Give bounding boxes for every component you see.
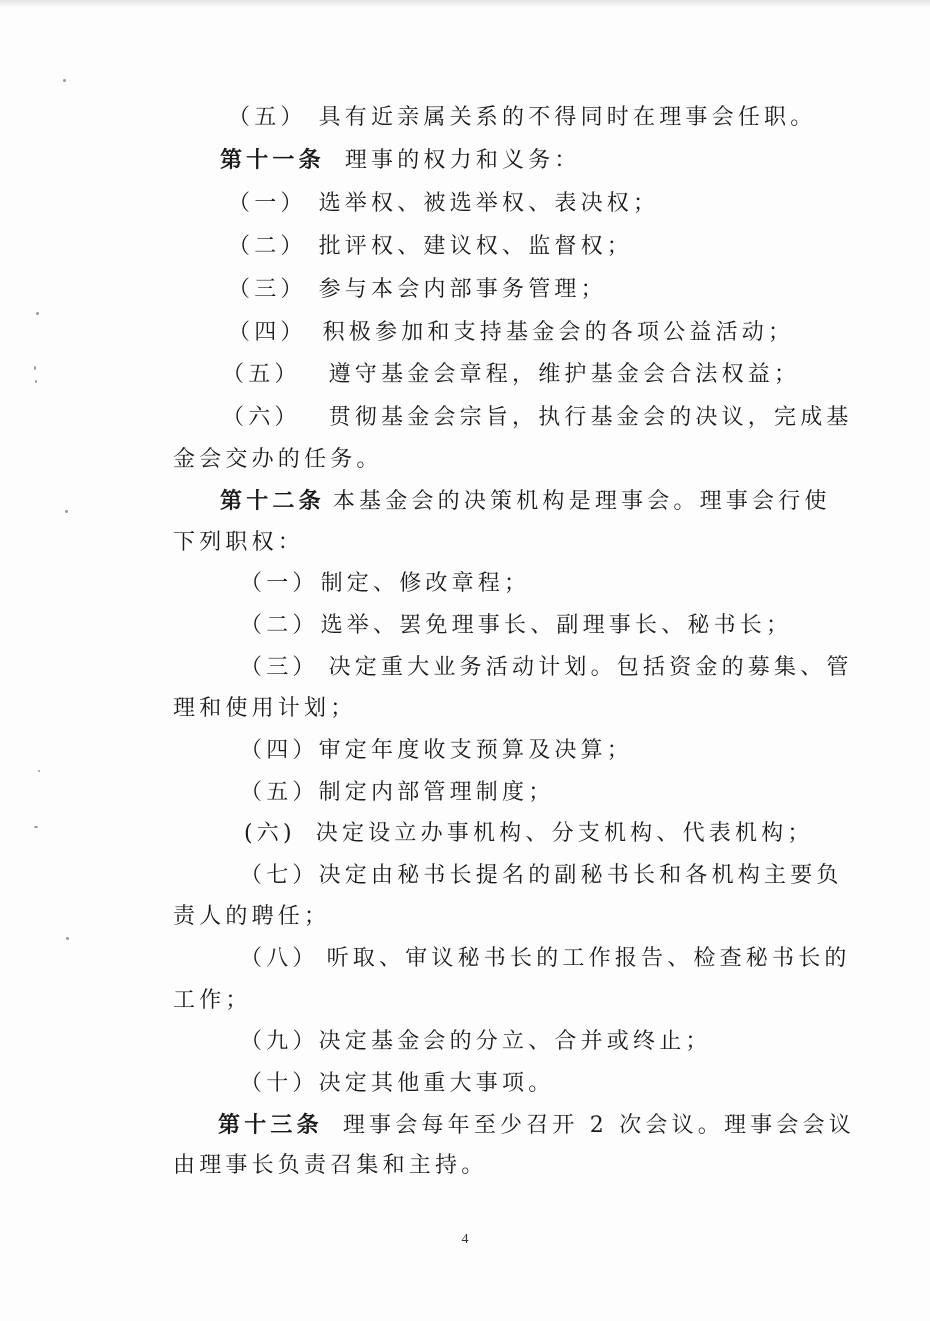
item-label: （一） bbox=[240, 571, 319, 596]
item-label: （五） bbox=[240, 780, 319, 805]
item-text: 决定其他重大事项。 bbox=[318, 1071, 555, 1096]
article-12-title bbox=[220, 487, 831, 516]
item-text: 决定由秘书长提名的副秘书长和各机构主要负 bbox=[318, 863, 843, 888]
scan-speck bbox=[34, 826, 38, 828]
item-text: 听取、审议秘书长的工作报告、检查秘书长的 bbox=[326, 946, 851, 971]
article-11-item-5 bbox=[222, 361, 800, 389]
article-12-title-continued bbox=[173, 529, 304, 557]
scan-speck bbox=[34, 366, 36, 370]
article-11-item-6-continued bbox=[173, 446, 383, 474]
item-text: 积极参加和支持基金会的各项公益活动； bbox=[322, 320, 795, 345]
item-label: （二） bbox=[240, 613, 319, 638]
item-text: 决定基金会的分立、合并或终止； bbox=[318, 1029, 712, 1054]
article-12-item-7 bbox=[240, 862, 843, 890]
item-text: 理和使用计划； bbox=[173, 696, 357, 721]
scan-speck bbox=[38, 770, 40, 772]
article-12-item-7-continued bbox=[173, 903, 330, 931]
item-text: 审定年度收支预算及决算； bbox=[318, 738, 634, 763]
scan-speck bbox=[36, 312, 39, 315]
article-12-item-8 bbox=[240, 945, 851, 973]
item-label: （一） bbox=[228, 191, 307, 216]
article-12-item-5 bbox=[240, 779, 554, 807]
article-heading: 第十一条 bbox=[220, 147, 325, 173]
article-12-item-8-continued bbox=[173, 987, 252, 1015]
item-text: 制定内部管理制度； bbox=[318, 780, 555, 805]
item-label: （七） bbox=[240, 863, 319, 888]
item-label: （八） bbox=[240, 946, 319, 971]
article-text: 理事会每年至少召开 2 次会议。理事会会议 bbox=[342, 1113, 855, 1138]
article-heading: 第十二条 bbox=[220, 488, 325, 514]
article-12-item-1 bbox=[240, 570, 530, 598]
article-12-item-4 bbox=[240, 737, 633, 765]
article-12-item-9 bbox=[240, 1028, 712, 1056]
item-label: （四） bbox=[240, 738, 319, 763]
item-text: 决定重大业务活动计划。包括资金的募集、管 bbox=[328, 655, 853, 680]
article-13-title-continued bbox=[173, 1152, 487, 1180]
item-text: 批评权、建议权、监督权； bbox=[318, 234, 634, 259]
article-12-item-6 bbox=[244, 820, 814, 848]
item-label: （三） bbox=[228, 277, 307, 302]
article-11-item-2 bbox=[228, 233, 633, 261]
item-label: (六) bbox=[244, 821, 296, 846]
article-12-item-3-continued bbox=[173, 695, 356, 723]
item-text: 具有近亲属关系的不得同时在理事会任职。 bbox=[318, 105, 817, 130]
scan-speck bbox=[63, 79, 66, 82]
article-text: 理事的权力和义务： bbox=[344, 148, 581, 173]
item-label: （九） bbox=[240, 1029, 319, 1054]
scan-speck bbox=[66, 937, 69, 940]
item-text: 选举权、被选举权、表决权； bbox=[318, 191, 660, 216]
item-label: （三） bbox=[240, 655, 319, 680]
item-label: （六） bbox=[222, 405, 301, 430]
item-label: （四） bbox=[228, 320, 307, 345]
article-12-item-10 bbox=[240, 1070, 554, 1098]
item-text: 决定设立办事机构、分支机构、代表机构； bbox=[315, 821, 814, 846]
article-13-title bbox=[218, 1111, 855, 1140]
item-text: 责人的聘任； bbox=[173, 904, 331, 929]
page-number: 4 bbox=[461, 1232, 469, 1247]
item-text: 贯彻基金会宗旨，执行基金会的决议，完成基 bbox=[328, 405, 853, 430]
article-11-item-6 bbox=[222, 404, 853, 432]
item-text: 制定、修改章程； bbox=[320, 571, 531, 596]
article-11-item-3 bbox=[228, 276, 607, 304]
item-label: （五） bbox=[228, 105, 307, 130]
article-12-item-2 bbox=[240, 612, 792, 640]
scan-speck bbox=[65, 510, 68, 513]
item-text: 遵守基金会章程，维护基金会合法权益； bbox=[328, 362, 801, 387]
article-heading: 第十三条 bbox=[218, 1112, 323, 1138]
article-11-item-4 bbox=[228, 319, 794, 347]
article-text: 由理事长负责召集和主持。 bbox=[173, 1153, 488, 1178]
item-text: 选举、罢免理事长、副理事长、秘书长； bbox=[320, 613, 793, 638]
article-12-item-3 bbox=[240, 654, 853, 682]
article-11-title bbox=[220, 146, 581, 175]
scan-edge-shadow bbox=[0, 0, 930, 8]
scan-speck bbox=[35, 380, 37, 383]
item-text: 参与本会内部事务管理； bbox=[318, 277, 607, 302]
article-text: 下列职权： bbox=[173, 530, 305, 555]
article-11-item-1 bbox=[228, 190, 659, 218]
item-label: （二） bbox=[228, 234, 307, 259]
item-text: 工作； bbox=[173, 988, 252, 1013]
item-label: （十） bbox=[240, 1071, 319, 1096]
clause-10-item-5 bbox=[228, 104, 816, 132]
item-text: 金会交办的任务。 bbox=[173, 447, 383, 472]
item-label: （五） bbox=[222, 362, 301, 387]
article-text: 本基金会的决策机构是理事会。理事会行使 bbox=[332, 489, 831, 514]
